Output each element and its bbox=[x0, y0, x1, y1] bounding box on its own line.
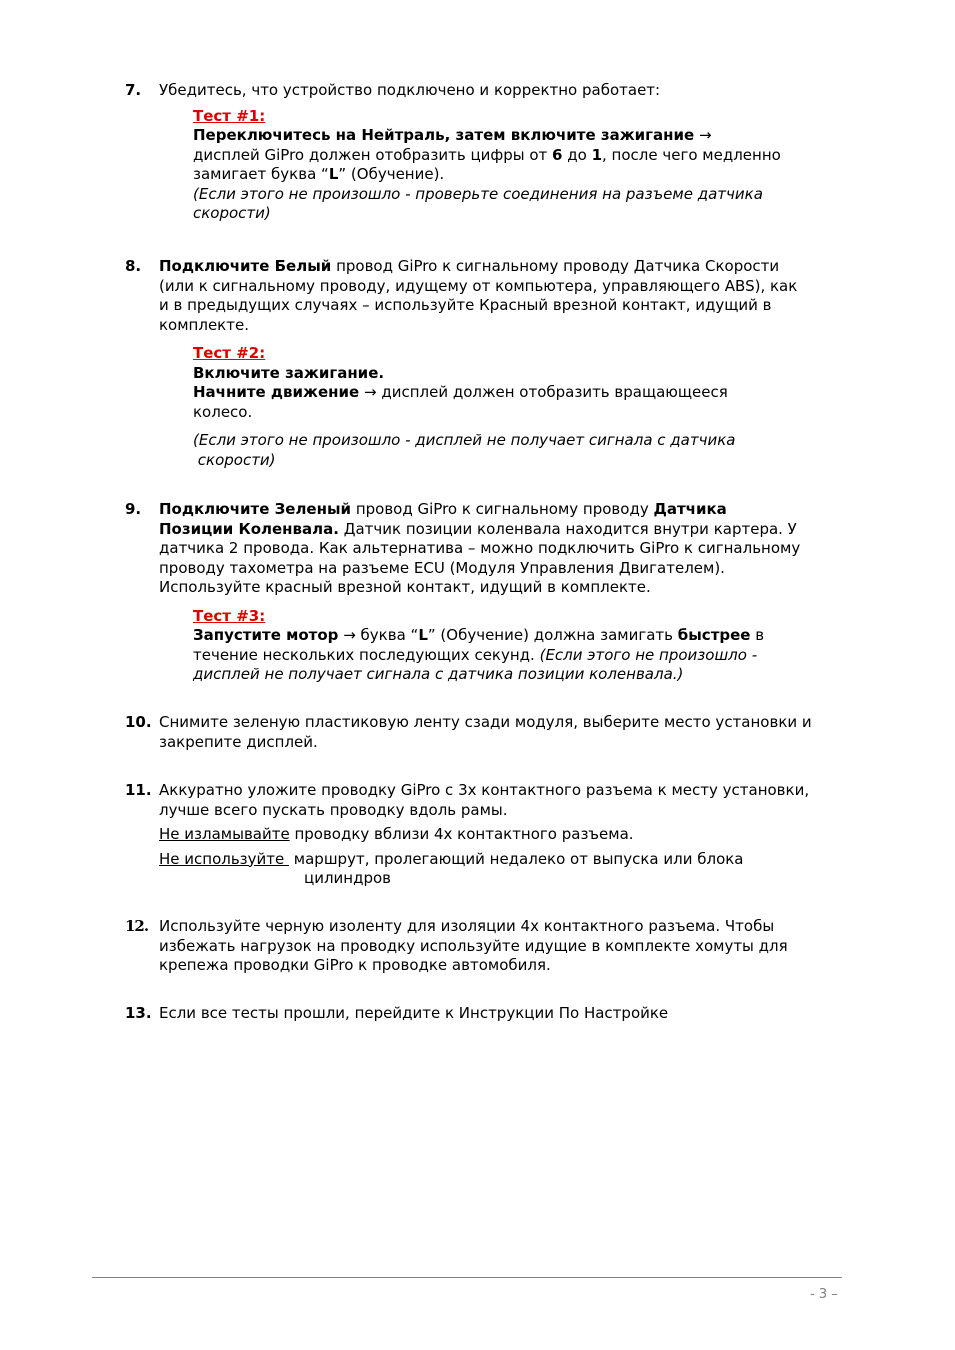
step-text: Снимите зеленую пластиковую ленту сзади модуля, выберите место установки и bbox=[159, 713, 812, 731]
step-text: и в предыдущих случаях – используйте Красный врезной контакт, идущий в bbox=[159, 296, 772, 314]
step-bold-text: Датчика bbox=[653, 500, 727, 518]
test-note: скорости) bbox=[193, 204, 271, 222]
test-note: (Если этого не произошло - bbox=[539, 645, 758, 664]
step-text: провод GiPro к сигнальному проводу bbox=[351, 500, 654, 518]
step-text: Если все тесты прошли, перейдите к Инструкции По Настройке bbox=[159, 1004, 669, 1022]
step-text: Используйте черную изоленту для изоляции 4х контактного разъема. Чтобы bbox=[159, 917, 775, 935]
step-text: Датчик позиции коленвала находится внутри картера. У bbox=[338, 519, 797, 538]
test-note: дисплей не получает сигнала с датчика позиции коленвала.) bbox=[193, 665, 684, 683]
step-bold-text: Позиции Коленвала. bbox=[159, 519, 339, 538]
test-text: ” (Обучение) должна замигать bbox=[427, 626, 678, 644]
arrow-icon: → bbox=[698, 126, 712, 144]
test-instruction: Переключитесь на Нейтраль, затем включите зажигание bbox=[193, 126, 695, 144]
step-text: Аккуратно уложите проводку GiPro с 3х контактного разъема к месту установки, bbox=[159, 781, 810, 799]
step-text: датчика 2 провода. Как альтернатива – можно подключить GiPro к сигнальному bbox=[159, 539, 801, 557]
step-text: (или к сигнальному проводу, идущему от компьютера, управляющего ABS), как bbox=[159, 276, 798, 295]
footer-divider bbox=[92, 1277, 842, 1278]
step-text: крепежа проводки GiPro к проводке автомобиля. bbox=[159, 956, 551, 974]
step-number: 8. bbox=[125, 257, 142, 275]
letter-value: L bbox=[418, 626, 428, 644]
step-text: комплекте. bbox=[159, 315, 249, 334]
test-block bbox=[193, 344, 845, 470]
step-bold-text: Подключите Белый bbox=[159, 257, 332, 275]
test-instruction: Запустите мотор bbox=[193, 626, 339, 644]
step-10 bbox=[125, 713, 845, 752]
test-instruction: Включите зажигание. bbox=[193, 363, 385, 382]
arrow-icon: → bbox=[343, 626, 356, 644]
step-text: провод GiPro к сигнальному проводу Датчика Скорости bbox=[331, 257, 780, 275]
step-text: Убедитесь, что устройство подключено и корректно работает: bbox=[159, 81, 661, 99]
test-bold-text: быстрее bbox=[677, 626, 751, 644]
step-number: 9. bbox=[125, 500, 142, 518]
step-text: избежать нагрузок на проводку используйте идущие в комплекте хомуты для bbox=[159, 936, 788, 955]
arrow-icon: → bbox=[363, 383, 377, 401]
step-text: закрепите дисплей. bbox=[159, 732, 318, 751]
step-bold-text: Подключите Зеленый bbox=[159, 500, 352, 518]
test-title: Тест #1: bbox=[193, 106, 266, 125]
step-text: Используйте красный врезной контакт, идущий в комплекте. bbox=[159, 578, 651, 596]
digit-value: 6 bbox=[552, 145, 563, 164]
test-note: (Если этого не произошло - проверьте соединения на разъеме датчика bbox=[193, 184, 763, 203]
warning-text: Не используйте bbox=[159, 849, 290, 868]
step-text: проводку вблизи 4х контактного разъема. bbox=[289, 825, 634, 843]
warning-text: Не изламывайте bbox=[159, 825, 290, 843]
test-block bbox=[193, 607, 845, 685]
step-text: лучше всего пускать проводку вдоль рамы. bbox=[159, 800, 508, 819]
step-8 bbox=[125, 257, 845, 470]
test-title: Тест #2: bbox=[193, 344, 266, 362]
test-text: дисплей GiPro должен отобразить цифры от bbox=[193, 145, 553, 164]
step-number: 10. bbox=[125, 713, 152, 731]
test-text: дисплей должен отобразить вращающееся bbox=[376, 383, 728, 401]
test-text: в bbox=[750, 626, 765, 644]
step-number: 13. bbox=[125, 1004, 152, 1022]
step-number: 7. bbox=[125, 81, 142, 99]
test-text: ” (Обучение). bbox=[338, 165, 445, 183]
test-text: течение нескольких последующих секунд. bbox=[193, 645, 540, 664]
test-block bbox=[193, 107, 845, 224]
test-note: скорости) bbox=[193, 450, 276, 469]
page-number: - 3 – bbox=[810, 1287, 838, 1302]
letter-value: L bbox=[328, 165, 339, 183]
test-note: (Если этого не произошло - дисплей не получает сигнала с датчика bbox=[193, 431, 736, 449]
test-text: , после чего медленно bbox=[602, 145, 781, 164]
digit-value: 1 bbox=[591, 145, 603, 164]
step-text: цилиндров bbox=[304, 869, 392, 887]
test-text: замигает буква “ bbox=[193, 165, 329, 183]
step-text: проводу тахометра на разъеме ECU (Модуля Управления Двигателем). bbox=[159, 558, 725, 577]
step-12 bbox=[125, 917, 845, 976]
step-text: маршрут, пролегающий недалеко от выпуска или блока bbox=[289, 849, 744, 868]
step-number: 11. bbox=[125, 781, 152, 799]
test-text: до bbox=[562, 145, 592, 164]
test-text: буква “ bbox=[355, 626, 419, 644]
step-number: 12. bbox=[125, 917, 149, 935]
test-text: колесо. bbox=[193, 402, 253, 421]
step-7 bbox=[125, 81, 845, 224]
step-11 bbox=[125, 781, 845, 889]
test-instruction: Начните движение bbox=[193, 383, 360, 401]
step-9 bbox=[125, 500, 845, 685]
step-13 bbox=[125, 1004, 845, 1024]
test-title: Тест #3: bbox=[193, 606, 266, 625]
